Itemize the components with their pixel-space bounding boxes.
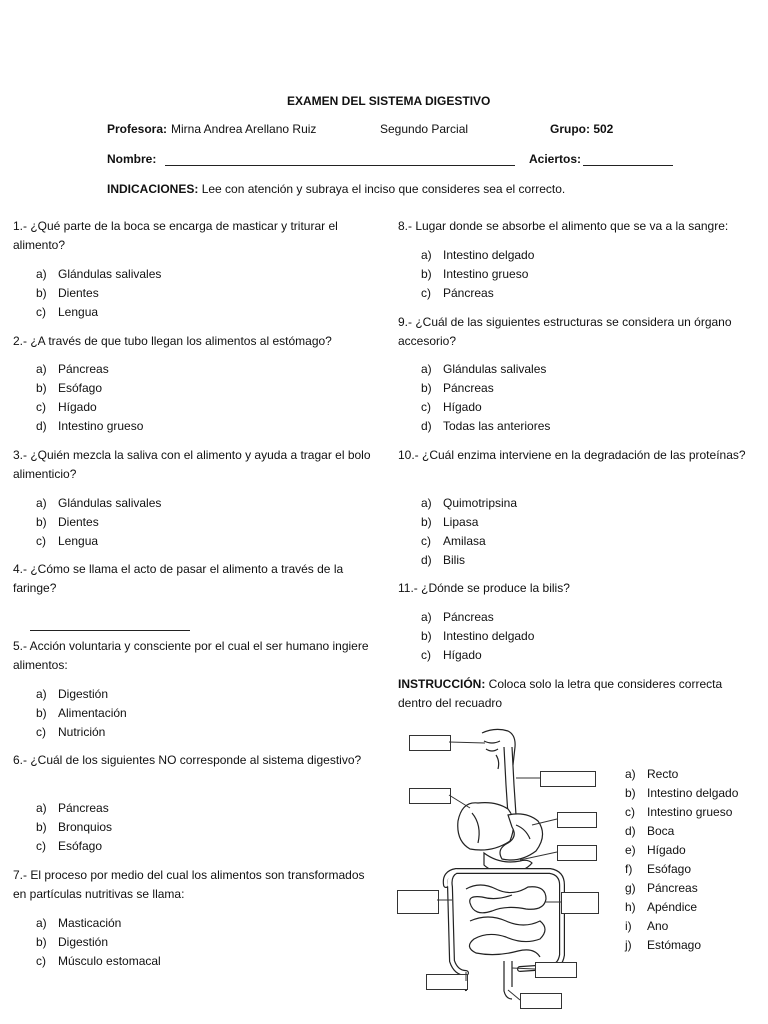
digestive-system-diagram [400, 725, 620, 1015]
option-text: Glándulas salivales [58, 496, 162, 510]
option[interactable] [36, 685, 127, 704]
option[interactable] [36, 818, 112, 837]
option-text: Quimotripsina [443, 496, 518, 510]
instructions-text: Lee con atención y subraya el inciso que consideres sea el correcto. [201, 182, 566, 196]
option-letter: c) [421, 648, 431, 662]
option-letter: a) [36, 267, 47, 281]
option-text: Amilasa [443, 534, 486, 548]
diagram-option [625, 803, 738, 822]
option-text: Alimentación [58, 706, 127, 720]
option-letter: a) [36, 496, 47, 510]
option-letter: b) [36, 286, 47, 300]
option[interactable] [36, 265, 161, 284]
option-letter: c) [36, 839, 46, 853]
option-text: Glándulas salivales [58, 267, 162, 281]
score-label: Aciertos: [529, 152, 582, 166]
option-text: Hígado [443, 648, 482, 662]
option[interactable] [36, 952, 161, 971]
option-letter: c) [36, 534, 46, 548]
teacher-label: Profesora: [107, 122, 168, 136]
option-text: Esófago [58, 839, 103, 853]
question-11-options [421, 608, 534, 665]
option-text: Intestino delgado [443, 629, 535, 643]
question-6: 6.- ¿Cuál de los siguientes NO corresponde al sistema digestivo? [13, 753, 362, 767]
option-text: Bilis [443, 553, 466, 567]
question-3-options [36, 494, 161, 551]
name-blank[interactable] [165, 165, 515, 166]
option-letter: d) [421, 553, 432, 567]
question-6-options [36, 799, 112, 856]
option-letter: i) [625, 919, 632, 933]
option-letter: a) [36, 687, 47, 701]
option-letter: a) [36, 916, 47, 930]
option[interactable] [421, 532, 517, 551]
option-text: Digestión [58, 687, 109, 701]
option-text: Apéndice [647, 900, 698, 914]
diagram-option [625, 917, 738, 936]
option[interactable] [36, 303, 161, 322]
option[interactable] [421, 608, 534, 627]
option-letter: b) [421, 629, 432, 643]
option-letter: a) [625, 767, 636, 781]
option-text: Intestino grueso [58, 419, 144, 433]
option-text: Digestión [58, 935, 109, 949]
instructions [107, 182, 565, 196]
rectum-icon [504, 961, 512, 999]
question-8-options [421, 246, 534, 303]
option-letter: b) [625, 786, 636, 800]
option[interactable] [421, 379, 550, 398]
score-blank[interactable] [583, 165, 673, 166]
option-text: Lengua [58, 305, 99, 319]
option-text: Ano [647, 919, 669, 933]
option[interactable] [36, 837, 112, 856]
option-letter: c) [36, 954, 46, 968]
option-text: Lipasa [443, 515, 479, 529]
option[interactable] [36, 933, 161, 952]
option[interactable] [421, 246, 534, 265]
diagram-option [625, 765, 738, 784]
option-letter: b) [421, 381, 432, 395]
option-letter: c) [421, 400, 431, 414]
option-text: Músculo estomacal [58, 954, 161, 968]
answer-box[interactable] [557, 812, 597, 828]
option[interactable] [36, 513, 161, 532]
option[interactable] [421, 513, 517, 532]
diagram-options [625, 765, 738, 955]
question-5-options [36, 685, 127, 742]
option[interactable] [421, 627, 534, 646]
option[interactable] [36, 379, 143, 398]
question-2-options [36, 360, 143, 436]
option-letter: a) [421, 248, 432, 262]
answer-box[interactable] [409, 788, 451, 804]
option-text: Páncreas [58, 801, 109, 815]
option-text: Páncreas [443, 381, 494, 395]
option-text: Intestino grueso [443, 267, 529, 281]
diagram-option [625, 784, 738, 803]
question-10: 10.- ¿Cuál enzima interviene en la degradación de las proteínas? [398, 448, 746, 462]
option-text: Hígado [443, 400, 482, 414]
instruction-2-text: Coloca solo la letra que consideres correcta dentro del recuadro [398, 677, 723, 710]
option[interactable] [421, 494, 517, 513]
option[interactable] [36, 494, 161, 513]
option-text: Páncreas [647, 881, 698, 895]
option-letter: c) [625, 805, 635, 819]
answer-box[interactable] [409, 735, 451, 751]
question-1-options [36, 265, 161, 322]
answer-box[interactable] [426, 974, 468, 990]
option[interactable] [36, 417, 143, 436]
option-text: Nutrición [58, 725, 106, 739]
option-letter: h) [625, 900, 636, 914]
option-text: Bronquios [58, 820, 113, 834]
large-intestine-icon [446, 871, 562, 973]
answer-blank[interactable] [30, 630, 190, 631]
option-text: Esófago [58, 381, 103, 395]
answer-box[interactable] [397, 890, 439, 914]
small-intestine-icon [466, 885, 546, 957]
option-text: Todas las anteriores [443, 419, 551, 433]
option-letter: a) [36, 362, 47, 376]
option-letter: b) [36, 381, 47, 395]
option-text: Páncreas [443, 286, 494, 300]
option[interactable] [36, 723, 127, 742]
option-text: Masticación [58, 916, 122, 930]
option-text: Dientes [58, 286, 99, 300]
option-letter: d) [36, 419, 47, 433]
option-letter: b) [36, 706, 47, 720]
teacher-name: Mirna Andrea Arellano Ruiz [171, 122, 317, 136]
question-4: 4.- ¿Cómo se llama el acto de pasar el alimento a través de la faringe? [13, 562, 344, 595]
answer-box[interactable] [520, 993, 562, 1009]
liver-icon [458, 803, 514, 850]
option[interactable] [421, 551, 517, 570]
diagram-option [625, 898, 738, 917]
option[interactable] [421, 398, 550, 417]
diagram-option [625, 822, 738, 841]
option-letter: a) [421, 362, 432, 376]
answer-box[interactable] [557, 845, 597, 861]
question-10-options [421, 494, 517, 570]
option-letter: j) [625, 938, 632, 952]
option[interactable] [36, 284, 161, 303]
question-8: 8.- Lugar donde se absorbe el alimento que se va a la sangre: [398, 219, 729, 233]
option-letter: b) [36, 935, 47, 949]
answer-box[interactable] [561, 892, 599, 914]
diagram-option [625, 879, 738, 898]
question-2: 2.- ¿A través de que tubo llegan los alimentos al estómago? [13, 334, 332, 348]
option[interactable] [421, 417, 550, 436]
option-letter: a) [36, 801, 47, 815]
option-letter: b) [36, 515, 47, 529]
option-letter: d) [625, 824, 636, 838]
option-text: Esófago [647, 862, 692, 876]
option-letter: c) [421, 534, 431, 548]
option-letter: e) [625, 843, 636, 857]
option-letter: b) [36, 820, 47, 834]
question-7-options [36, 914, 161, 971]
answer-box[interactable] [535, 962, 577, 978]
question-1: 1.- ¿Qué parte de la boca se encarga de masticar y triturar el alimento? [13, 219, 338, 252]
answer-box[interactable] [540, 771, 596, 787]
option[interactable] [36, 532, 161, 551]
option-letter: c) [36, 725, 46, 739]
question-3: 3.- ¿Quién mezcla la saliva con el alimento y ayuda a tragar el bolo alimenticio? [13, 448, 371, 481]
mouth-icon [484, 741, 500, 751]
diagram-option [625, 936, 738, 955]
option-text: Intestino delgado [443, 248, 535, 262]
option-letter: a) [421, 610, 432, 624]
question-7: 7.- El proceso por medio del cual los alimentos son transformados en partículas nutritivas se llama: [13, 868, 365, 901]
option-text: Lengua [58, 534, 99, 548]
term-label: Segundo Parcial [380, 122, 469, 136]
option-text: Intestino delgado [647, 786, 739, 800]
option-text: Boca [647, 824, 675, 838]
exam-title: EXAMEN DEL SISTEMA DIGESTIVO [287, 94, 491, 108]
instruction-2 [398, 675, 748, 713]
option-text: Dientes [58, 515, 99, 529]
question-9-options [421, 360, 550, 436]
instructions-label: INDICACIONES: [107, 182, 199, 196]
option-text: Glándulas salivales [443, 362, 547, 376]
group-label: Grupo: 502 [550, 122, 614, 136]
option-letter: b) [421, 267, 432, 281]
option[interactable] [421, 284, 534, 303]
option[interactable] [36, 398, 143, 417]
option[interactable] [421, 360, 550, 379]
option-text: Estómago [647, 938, 702, 952]
question-9: 9.- ¿Cuál de las siguientes estructuras se considera un órgano accesorio? [398, 315, 732, 348]
diagram-option [625, 841, 738, 860]
option-letter: c) [421, 286, 431, 300]
option-text: Hígado [647, 843, 686, 857]
name-label: Nombre: [107, 152, 157, 166]
question-11: 11.- ¿Dónde se produce la bilis? [398, 581, 570, 595]
option-text: Recto [647, 767, 679, 781]
option-letter: b) [421, 515, 432, 529]
option-letter: c) [36, 400, 46, 414]
option[interactable] [36, 360, 143, 379]
option-letter: d) [421, 419, 432, 433]
option[interactable] [36, 704, 127, 723]
option-text: Intestino grueso [647, 805, 733, 819]
diagram-option [625, 860, 738, 879]
option-letter: a) [421, 496, 432, 510]
option[interactable] [36, 799, 112, 818]
question-5: 5.- Acción voluntaria y consciente por el cual el ser humano ingiere alimentos: [13, 639, 369, 672]
instruction-2-label: INSTRUCCIÓN: [398, 677, 486, 691]
option-text: Páncreas [443, 610, 494, 624]
option-letter: f) [625, 862, 633, 876]
option-letter: c) [36, 305, 46, 319]
option-text: Páncreas [58, 362, 109, 376]
option-letter: g) [625, 881, 636, 895]
option[interactable] [36, 914, 161, 933]
option-text: Hígado [58, 400, 97, 414]
tongue-icon [496, 755, 499, 769]
option[interactable] [421, 646, 534, 665]
option[interactable] [421, 265, 534, 284]
